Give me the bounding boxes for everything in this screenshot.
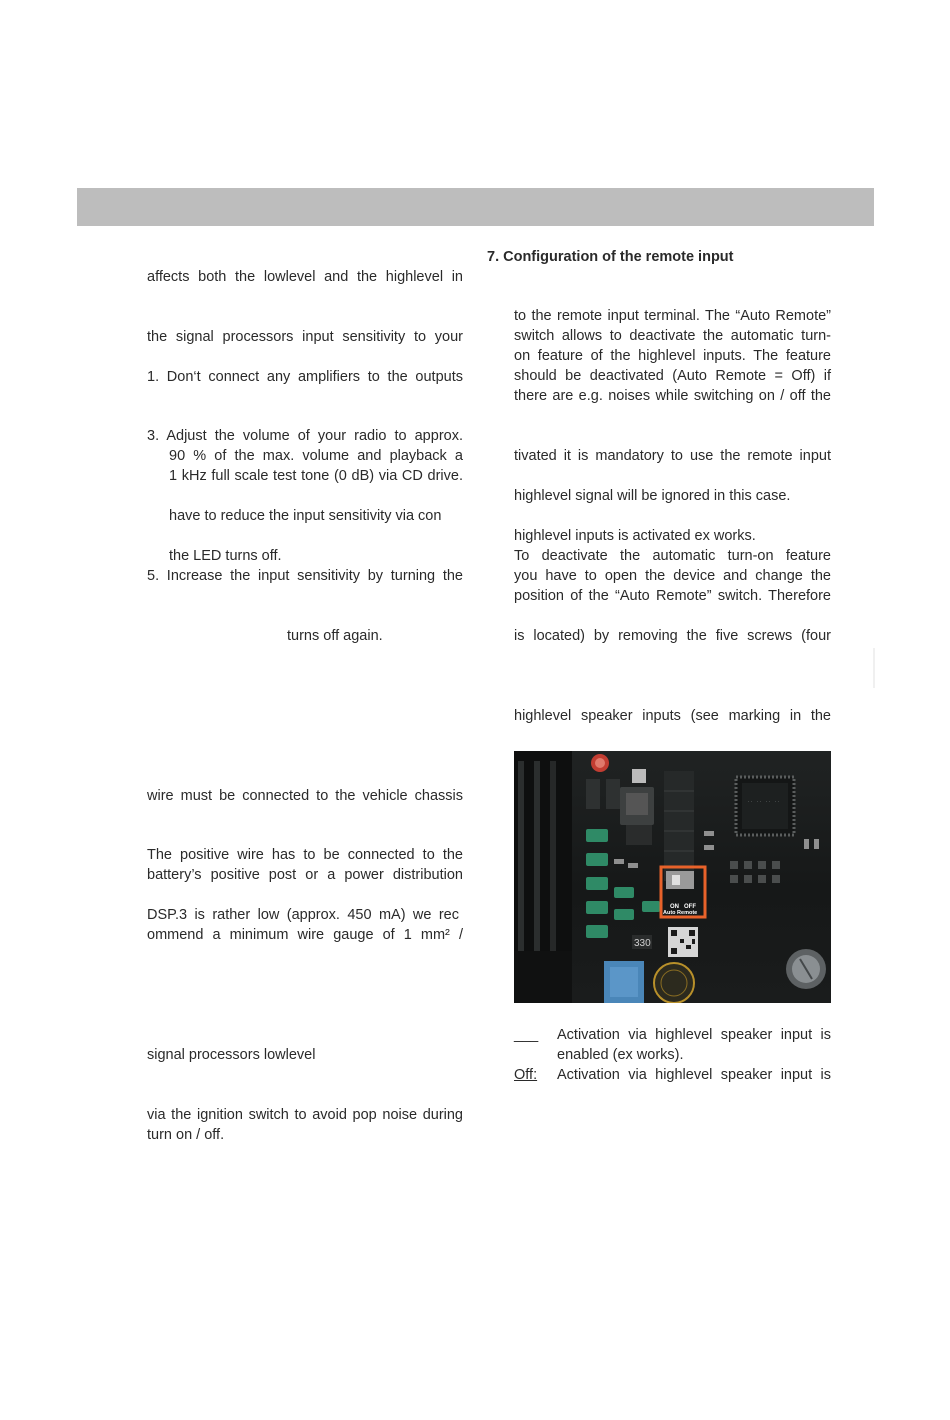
header-band [77, 188, 874, 226]
option-description: Activation via highlevel speaker input is [557, 1027, 831, 1043]
text-line: signal processors lowlevel [147, 1047, 316, 1063]
text-line: ommend a minimum wire gauge of 1 mm² / [147, 927, 463, 943]
text-line: 3. Adjust the volume of your radio to approx. [147, 428, 463, 444]
text-line: the signal processors input sensitivity to your [147, 329, 463, 345]
option-label: Off: [514, 1067, 538, 1083]
text-line: you have to open the device and change the [514, 568, 831, 584]
text-line: there are e.g. noises while switching on / off the [514, 388, 831, 404]
text-line: tivated it is mandatory to use the remote input [514, 448, 831, 464]
text-line: 1. Don‘t connect any amplifiers to the outputs [147, 369, 463, 385]
option-description: Activation via highlevel speaker input is [557, 1067, 831, 1083]
circuit-board-photo [514, 751, 831, 1003]
switch-caption: Auto Remote [663, 910, 698, 916]
text-line: position of the “Auto Remote” switch. Therefore [514, 588, 831, 604]
text-line: turn on / off. [147, 1127, 225, 1143]
text-line: should be deactivated (Auto Remote = Off) if [514, 368, 831, 384]
text-line: the LED turns off. [169, 548, 282, 564]
page-edge-mark [873, 648, 875, 688]
text-line: 90 % of the max. volume and playback a [169, 448, 463, 464]
text-line: is located) by removing the five screws (four [514, 628, 831, 644]
text-line: affects both the lowlevel and the highlevel in [147, 269, 463, 285]
svg-text:·· ·· ·· ··: ·· ·· ·· ·· [747, 799, 781, 805]
component-code: 330 [634, 938, 651, 949]
text-line: 5. Increase the input sensitivity by turning the [147, 568, 463, 584]
section-heading: 7. Configuration of the remote input [487, 249, 734, 265]
text-line: To deactivate the automatic turn-on feature [514, 548, 831, 564]
text-line: switch allows to deactivate the automatic turn- [514, 328, 831, 344]
text-line: The positive wire has to be connected to the [147, 847, 463, 863]
switch-label-on: ON [670, 904, 679, 910]
switch-label-off: OFF [684, 904, 696, 910]
text-line: highlevel signal will be ignored in this case. [514, 488, 791, 504]
text-line: highlevel speaker inputs (see marking in the [514, 708, 831, 724]
text-line: wire must be connected to the vehicle chassis [147, 788, 463, 804]
text-line: DSP.3 is rather low (approx. 450 mA) we rec [147, 907, 459, 923]
text-line: 1 kHz full scale test tone (0 dB) via CD drive. [169, 468, 463, 484]
option-description: enabled (ex works). [557, 1047, 684, 1063]
circuit-board-illustration [514, 751, 831, 1003]
text-line: highlevel inputs is activated ex works. [514, 528, 756, 544]
text-line: have to reduce the input sensitivity via con [169, 508, 442, 524]
text-line: battery’s positive post or a power distribution [147, 867, 463, 883]
text-line: via the ignition switch to avoid pop noise during [147, 1107, 463, 1123]
text-line: on feature of the highlevel inputs. The feature [514, 348, 831, 364]
text-line: to the remote input terminal. The “Auto Remote” [514, 308, 831, 324]
text-line: turns off again. [287, 628, 383, 644]
option-label: ___ [514, 1027, 539, 1043]
